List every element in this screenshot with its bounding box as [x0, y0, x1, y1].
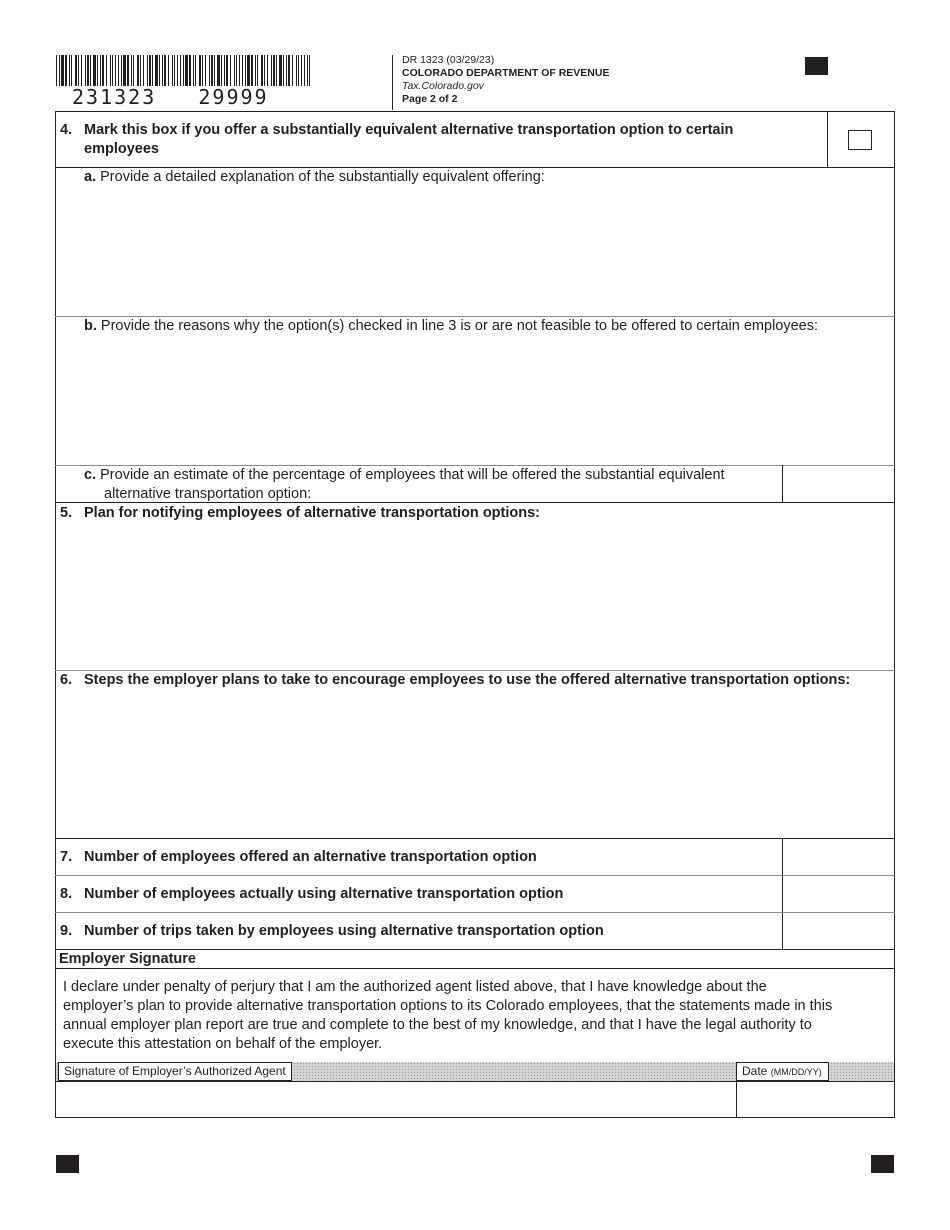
barcode-bar — [276, 55, 277, 86]
barcode-bar — [247, 55, 250, 86]
signature-field[interactable] — [57, 1083, 735, 1116]
line8-bottom-rule — [55, 912, 895, 913]
signature-section-title: Employer Signature — [59, 951, 196, 967]
line4-checkbox-divider — [827, 111, 828, 168]
barcode-bar — [271, 55, 272, 86]
line4a-text: Provide a detailed explanation of the substantially equivalent offering: — [100, 169, 545, 185]
barcode-bar — [236, 55, 237, 86]
barcode-bar — [286, 55, 287, 86]
header-divider — [392, 55, 393, 110]
barcode-bar — [133, 55, 134, 86]
form-id: DR 1323 (03/29/23) — [402, 54, 495, 66]
barcode-bar — [69, 55, 70, 86]
barcode-bar — [292, 55, 293, 86]
registration-mark-top — [805, 57, 828, 75]
barcode-bar — [140, 55, 141, 86]
line4c-field-divider — [782, 465, 783, 502]
line4-label — [84, 121, 814, 159]
declaration-line: I declare under penalty of perjury that I am the authorized agent listed above, that I have knowledge about the — [63, 979, 767, 995]
barcode-bar — [127, 55, 129, 86]
barcode-bar — [59, 55, 60, 86]
barcode-bar — [102, 55, 104, 86]
barcode-bar — [288, 55, 290, 86]
website: Tax.Colorado.gov — [402, 80, 484, 92]
barcode-bar — [283, 55, 284, 86]
barcode-bar — [224, 55, 225, 86]
barcode-bar — [239, 55, 240, 86]
line5-label: Plan for notifying employees of alternative transportation options: — [84, 505, 540, 521]
barcode-bar — [307, 55, 308, 86]
line4c-text-line2: alternative transportation option: — [104, 486, 312, 502]
lines7-9-field-divider — [782, 838, 783, 949]
barcode-bar — [304, 55, 305, 86]
line4a-label — [84, 168, 884, 187]
barcode-bar — [152, 55, 153, 86]
barcode-bar — [159, 55, 160, 86]
barcode-bar — [279, 55, 282, 86]
barcode-bar — [75, 55, 77, 86]
line9-number: 9. — [60, 923, 73, 939]
barcode-bar — [56, 55, 57, 86]
line4b-letter: b. — [84, 318, 97, 334]
line4c-label — [84, 466, 779, 504]
line4a-answer-area[interactable] — [60, 190, 890, 314]
date-label — [736, 1062, 829, 1081]
barcode-bar — [209, 55, 210, 86]
barcode — [56, 55, 310, 86]
date-field-divider — [736, 1081, 737, 1118]
line4-checkbox[interactable] — [848, 130, 872, 150]
barcode-bar — [267, 55, 268, 86]
barcode-bar — [112, 55, 113, 86]
barcode-bar — [174, 55, 175, 86]
barcode-bar — [93, 55, 96, 86]
barcode-number: 231323 29999 — [72, 85, 269, 109]
line7-field[interactable] — [784, 840, 892, 874]
barcode-bar — [149, 55, 151, 86]
registration-mark-bottom-right — [871, 1155, 894, 1173]
barcode-bar — [115, 55, 116, 86]
line7-number: 7. — [60, 849, 73, 865]
line4a-letter: a. — [84, 169, 97, 185]
barcode-bar — [90, 55, 91, 86]
line6-answer-area[interactable] — [60, 694, 890, 834]
barcode-bar — [264, 55, 265, 86]
barcode-bar — [61, 55, 64, 86]
barcode-bar — [121, 55, 122, 86]
barcode-bar — [217, 55, 220, 86]
line7-bottom-rule — [55, 875, 895, 876]
barcode-bar — [214, 55, 215, 86]
barcode-bar — [193, 55, 194, 86]
line4b-answer-area[interactable] — [60, 339, 890, 463]
line4-label-line2: employees — [84, 141, 159, 157]
barcode-bar — [211, 55, 213, 86]
barcode-bar — [202, 55, 203, 86]
barcode-bar — [273, 55, 275, 86]
signature-title-rule — [55, 968, 895, 969]
signature-strip-bottom-rule — [55, 1081, 895, 1082]
line4-label-line1: Mark this box if you offer a substantially equivalent alternative transportation option to certain — [84, 122, 734, 138]
date-label-text: Date — [742, 1064, 768, 1078]
line4c-letter: c. — [84, 467, 97, 483]
barcode-bar — [147, 55, 148, 86]
barcode-bar — [172, 55, 173, 86]
line4b-label — [84, 317, 894, 336]
barcode-bar — [205, 55, 206, 86]
barcode-bar — [164, 55, 166, 86]
barcode-bar — [155, 55, 158, 86]
barcode-bar — [131, 55, 132, 86]
line8-number: 8. — [60, 886, 73, 902]
line6-bottom-rule — [55, 838, 895, 839]
barcode-bar — [230, 55, 231, 86]
barcode-bar — [255, 55, 256, 86]
barcode-bar — [298, 55, 299, 86]
form-header — [402, 54, 609, 106]
barcode-bar — [242, 55, 243, 86]
barcode-bar — [296, 55, 297, 86]
line4-number: 4. — [60, 122, 73, 138]
barcode-bar — [195, 55, 196, 86]
barcode-bar — [199, 55, 201, 86]
line4b-text: Provide the reasons why the option(s) checked in line 3 is or are not feasible to be offered to certain employees: — [100, 318, 819, 334]
line9-label: Number of trips taken by employees using alternative transportation option — [84, 923, 604, 939]
declaration-text — [63, 978, 893, 1054]
date-field[interactable] — [738, 1083, 893, 1116]
page-number: Page 2 of 2 — [402, 93, 458, 105]
barcode-bar — [261, 55, 263, 86]
line4c-percentage-field[interactable] — [784, 467, 892, 500]
line7-label: Number of employees offered an alternative transportation option — [84, 849, 537, 865]
line9-field[interactable] — [784, 914, 892, 948]
barcode-bar — [185, 55, 188, 86]
line6-label: Steps the employer plans to take to encourage employees to use the offered alternative transportation options: — [84, 672, 851, 688]
barcode-bar — [257, 55, 258, 86]
barcode-bar — [180, 55, 181, 86]
barcode-bar — [162, 55, 163, 86]
barcode-bar — [110, 55, 111, 86]
registration-mark-bottom-left — [56, 1155, 79, 1173]
line5-number: 5. — [60, 505, 73, 521]
barcode-bar — [87, 55, 89, 86]
barcode-bar — [97, 55, 98, 86]
barcode-bar — [137, 55, 139, 86]
barcode-bar — [81, 55, 82, 86]
barcode-bar — [183, 55, 184, 86]
line8-field[interactable] — [784, 877, 892, 911]
barcode-bar — [245, 55, 246, 86]
barcode-bar — [189, 55, 191, 86]
line6-number: 6. — [60, 672, 73, 688]
barcode-bar — [71, 55, 72, 86]
barcode-bar — [65, 55, 67, 86]
barcode-bar — [177, 55, 178, 86]
barcode-bar — [106, 55, 107, 86]
barcode-bar — [251, 55, 253, 86]
barcode-bar — [309, 55, 310, 86]
declaration-line: annual employer plan report are true and complete to the best of my knowledge, and that I have the legal authority to — [63, 1017, 812, 1033]
barcode-bar — [118, 55, 119, 86]
date-format-hint: (MM/DD/YY) — [770, 1067, 822, 1077]
department-name: COLORADO DEPARTMENT OF REVENUE — [402, 67, 610, 79]
barcode-bar — [143, 55, 144, 86]
line4c-text-line1: Provide an estimate of the percentage of employees that will be offered the substantial equivalent — [100, 467, 725, 483]
barcode-bar — [234, 55, 235, 86]
declaration-line: execute this attestation on behalf of the employer. — [63, 1036, 383, 1052]
barcode-bar — [78, 55, 79, 86]
barcode-bar — [123, 55, 126, 86]
barcode-bar — [221, 55, 222, 86]
line8-label: Number of employees actually using alternative transportation option — [84, 886, 564, 902]
signature-label: Signature of Employer’s Authorized Agent — [58, 1062, 292, 1081]
barcode-bar — [168, 55, 169, 86]
declaration-line: employer’s plan to provide alternative transportation options to its Colorado employees, that the statements made in this — [63, 998, 833, 1014]
line4c-bottom-rule — [55, 502, 895, 503]
line5-answer-area[interactable] — [60, 527, 890, 667]
barcode-bar — [100, 55, 101, 86]
barcode-bar — [226, 55, 228, 86]
barcode-bar — [85, 55, 86, 86]
barcode-bar — [301, 55, 302, 86]
